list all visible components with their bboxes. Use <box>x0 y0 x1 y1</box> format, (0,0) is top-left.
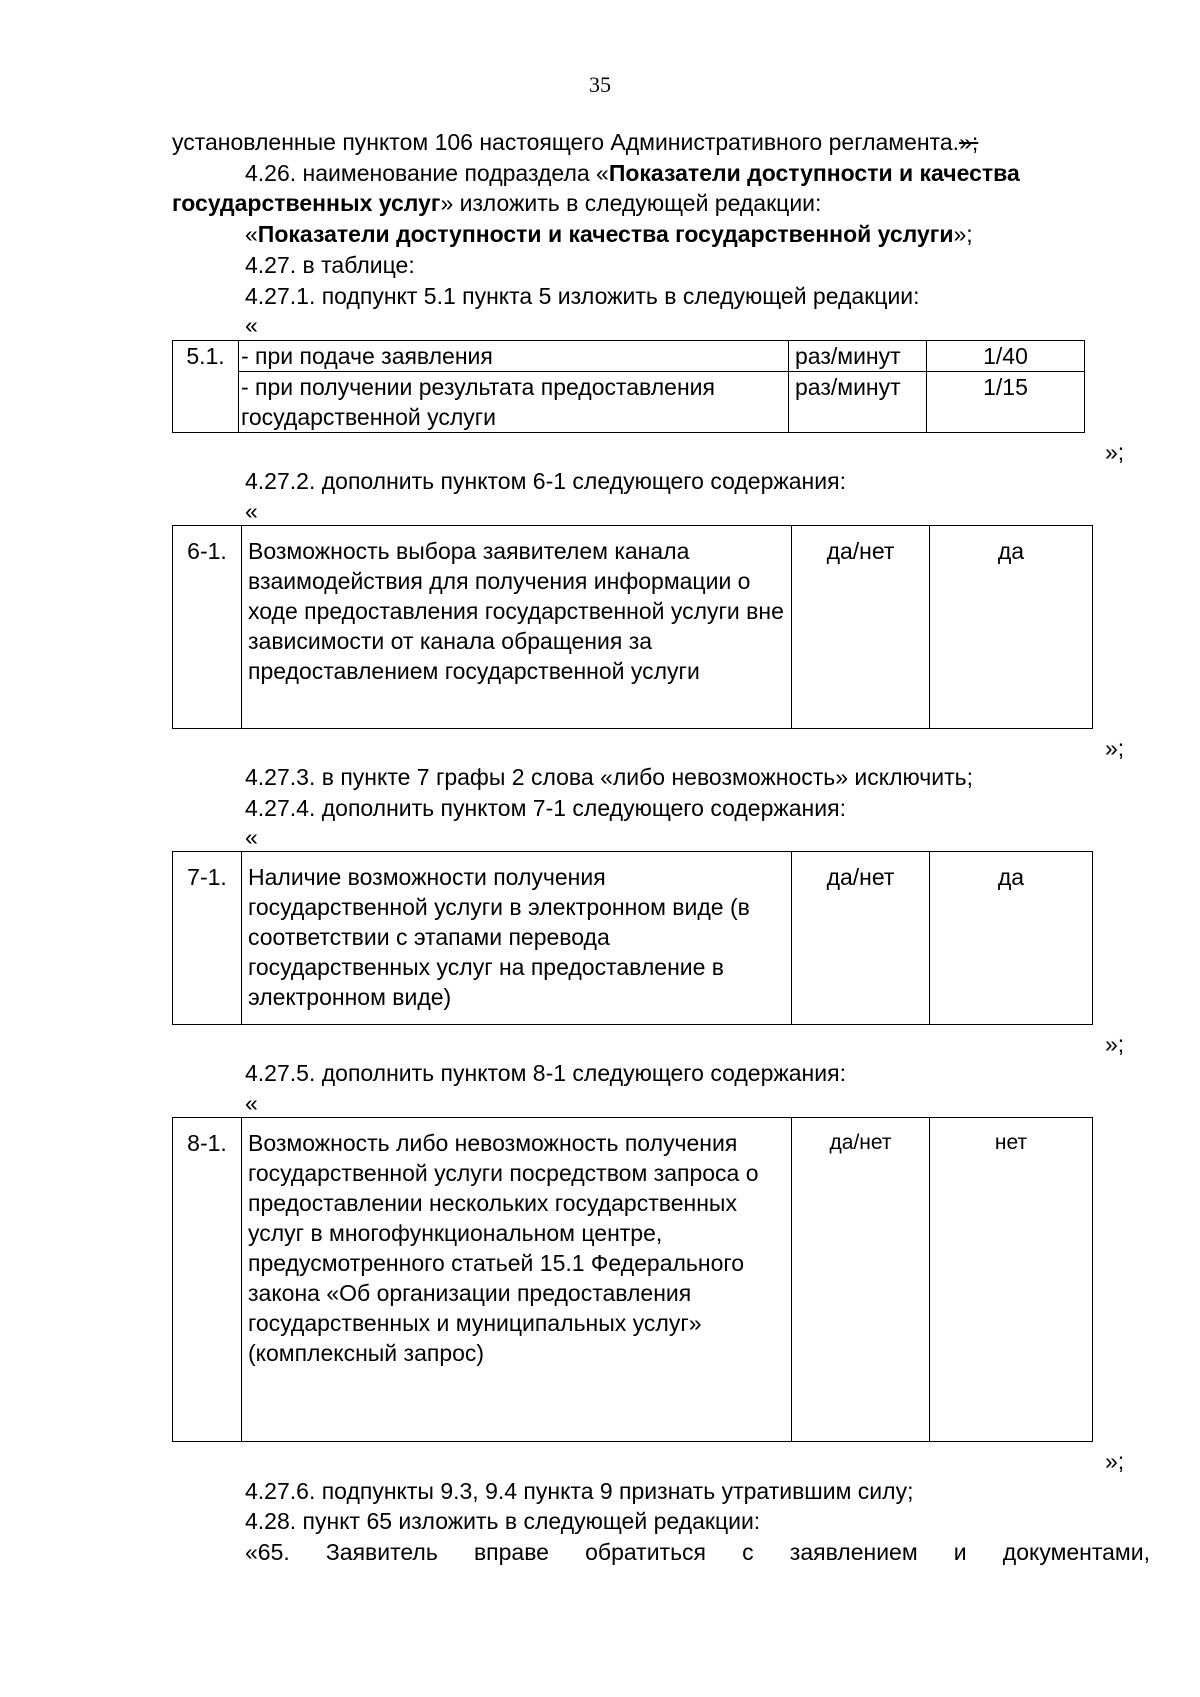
text-line-12: 4.28. пункт 65 изложить в следующей редакции: <box>245 1508 761 1534</box>
item-text: - при подаче заявления <box>239 341 789 372</box>
open-quote: « <box>245 824 258 850</box>
item-text: Наличие возможности получения государственной услуги в электронном виде (в соответствии с этапами перевода государственных услуг на предоставление в электронном виде) <box>242 852 792 1025</box>
item-number: 6-1. <box>173 526 242 729</box>
item-value: да <box>930 526 1093 729</box>
text-line-10: 4.27.5. дополнить пунктом 8-1 следующего содержания: <box>245 1060 846 1086</box>
item-unit: да/нет <box>792 852 930 1025</box>
text-fragment: « <box>245 221 258 247</box>
bold-fragment: Показатели доступности и качества <box>608 160 1020 186</box>
text-line-9: 4.27.4. дополнить пунктом 7-1 следующего содержания: <box>245 795 846 821</box>
item-text: Возможность выбора заявителем канала взаимодействия для получения информации о ходе предоставления государственной услуги вне зависимости от канала обращения за предоставлением государственной услуги <box>242 526 792 729</box>
table-8-1 <box>172 1117 1093 1442</box>
text-line-11: 4.27.6. подпункты 9.3, 9.4 пункта 9 признать утратившим силу; <box>245 1478 914 1504</box>
table-row <box>173 526 1093 729</box>
text-line-6: 4.27.1. подпункт 5.1 пункта 5 изложить в следующей редакции: <box>245 283 920 309</box>
text-line-3 <box>172 188 821 218</box>
item-unit: да/нет <box>792 1118 930 1442</box>
text-line-2 <box>245 158 1020 188</box>
item-value: да <box>930 852 1093 1025</box>
item-unit: раз/минут <box>789 341 927 372</box>
text-line-13: «65. Заявитель вправе обратиться с заявлением и документами, <box>245 1539 1150 1565</box>
text-fragment: » изложить в следующей редакции: <box>440 190 822 216</box>
text-line-1 <box>172 127 978 157</box>
close-quote: »; <box>1105 1448 1125 1474</box>
page-number: 35 <box>589 72 611 97</box>
text-fragment: установленные пунктом 106 настоящего Административного регламента. <box>172 129 960 155</box>
text-line-5: 4.27. в таблице: <box>245 252 415 278</box>
close-quote: »; <box>1105 439 1125 465</box>
open-quote: « <box>245 312 258 338</box>
item-unit: да/нет <box>792 526 930 729</box>
item-value: 1/15 <box>927 372 1085 433</box>
item-number: 7-1. <box>173 852 242 1025</box>
item-number: 8-1. <box>173 1118 242 1442</box>
text-line-8: 4.27.3. в пункте 7 графы 2 слова «либо невозможность» исключить; <box>245 764 974 790</box>
text-line-7: 4.27.2. дополнить пунктом 6-1 следующего содержания: <box>245 468 846 494</box>
bold-fragment: государственных услуг <box>172 190 441 216</box>
table-6-1 <box>172 525 1093 729</box>
item-number: 5.1. <box>173 341 239 433</box>
open-quote: « <box>245 1090 258 1116</box>
item-value: нет <box>930 1118 1093 1442</box>
close-quote: »; <box>1105 1031 1125 1057</box>
struck-quote: »; <box>959 129 979 155</box>
text-line-4 <box>245 219 973 249</box>
item-text: - при получении результата предоставления государственной услуги <box>239 372 789 433</box>
table-row <box>173 852 1093 1025</box>
item-text: Возможность либо невозможность получения государственной услуги посредством запроса о предоставлении нескольких государственных услуг в многофункциональном центре, предусмотренного статьей 15.1 Федерального закона «Об организации предоставления государственных и муниципальных услуг» (комплексный запрос) <box>242 1118 792 1442</box>
item-unit: раз/минут <box>789 372 927 433</box>
bold-fragment: Показатели доступности и качества государственной услуги <box>257 221 954 247</box>
text-fragment: »; <box>953 221 973 247</box>
table-5-1 <box>172 340 1085 433</box>
open-quote: « <box>245 498 258 524</box>
table-row <box>173 1118 1093 1442</box>
table-row <box>173 372 1085 433</box>
text-fragment: 4.26. наименование подраздела « <box>245 160 609 186</box>
item-value: 1/40 <box>927 341 1085 372</box>
table-row <box>173 341 1085 372</box>
table-7-1 <box>172 851 1093 1025</box>
close-quote: »; <box>1105 735 1125 761</box>
